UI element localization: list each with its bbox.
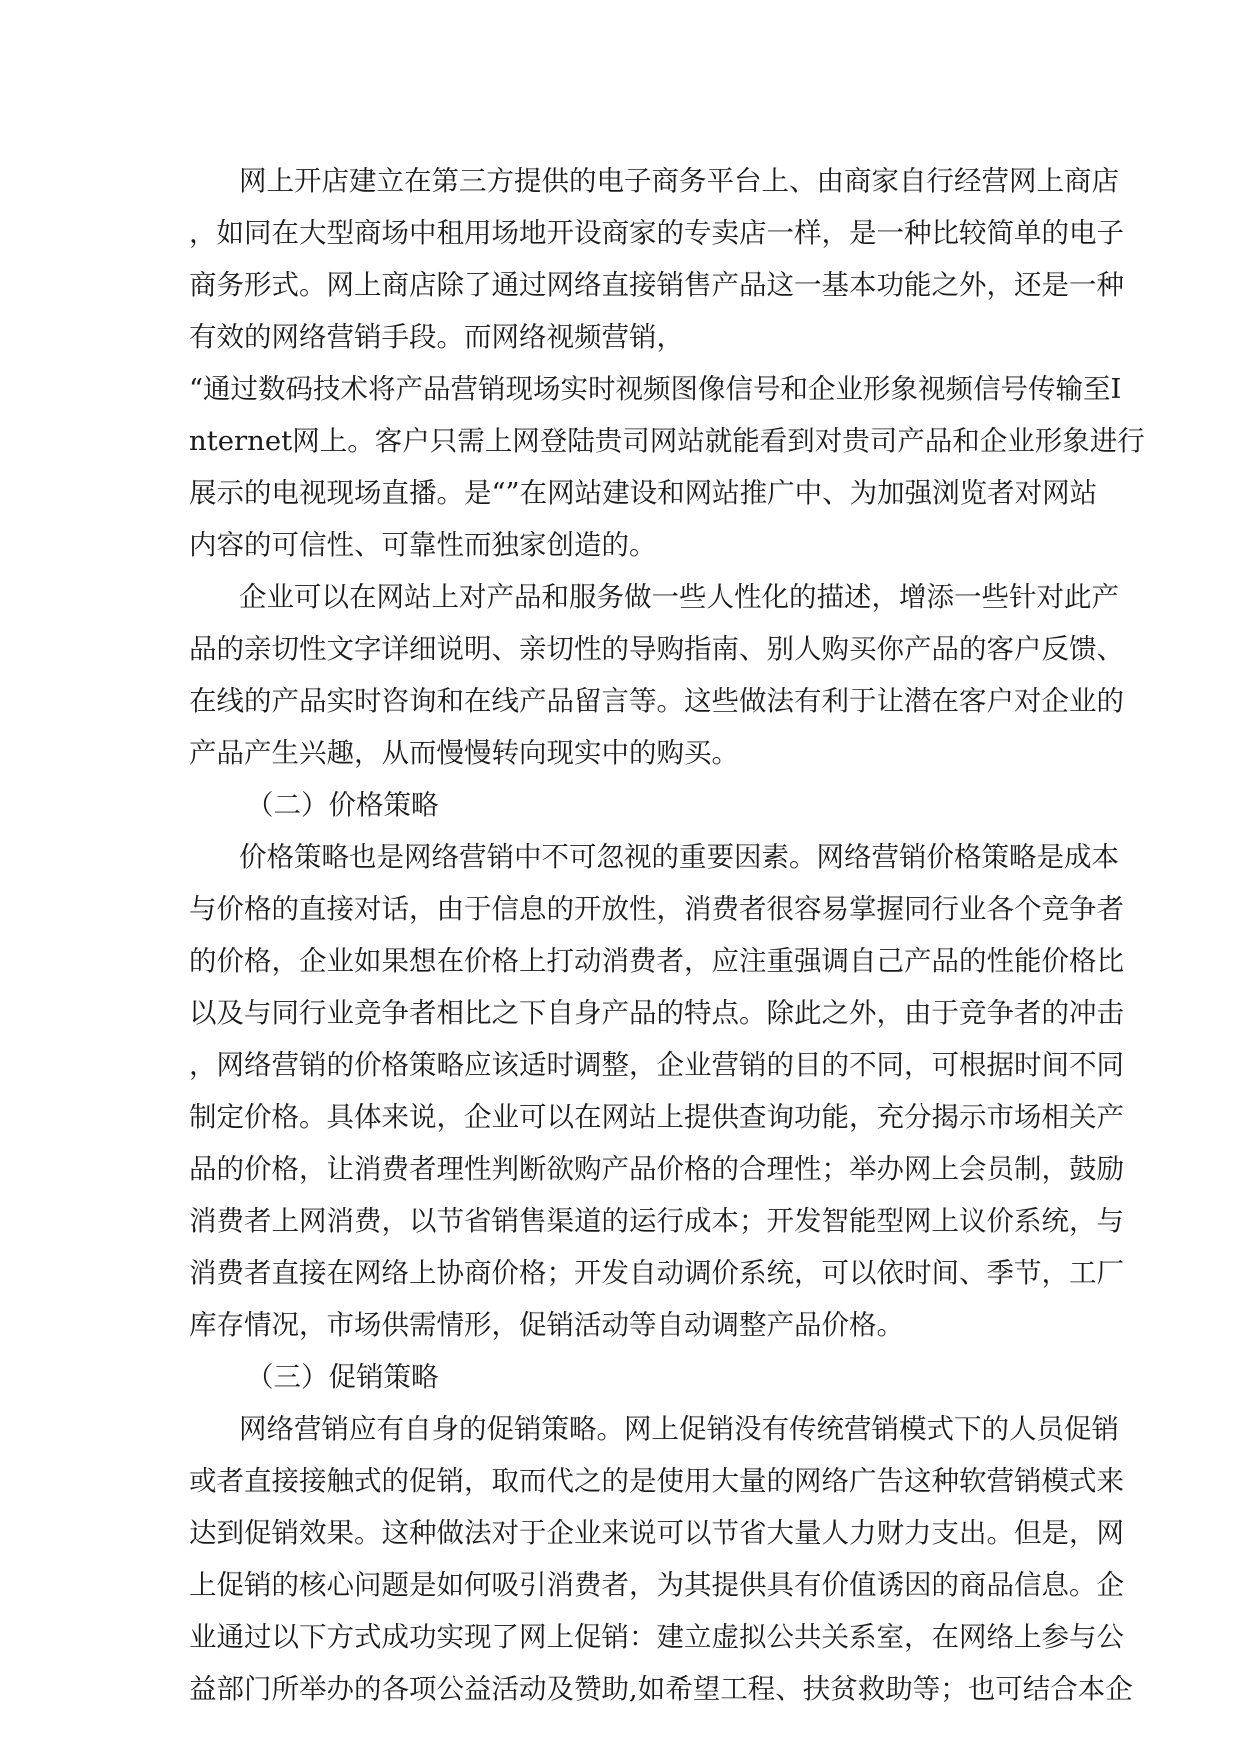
text-line: “通过数码技术将产品营销现场实时视频图像信号和企业形象视频信号传输至I: [189, 373, 1122, 405]
text-line: 消费者直接在网络上协商价格；开发自动调价系统，可以依时间、季节，工厂: [189, 1257, 1124, 1289]
text-line: 内容的可信性、可靠性而独家创造的。: [189, 529, 657, 561]
text-line: nternet网上。客户只需上网登陆贵司网站就能看到对贵司产品和企业形象进行: [189, 425, 1145, 457]
section-heading: （二）价格策略: [246, 789, 439, 821]
text-line: 商务形式。网上商店除了通过网络直接销售产品这一基本功能之外，还是一种: [189, 269, 1124, 301]
text-line: 上促销的核心问题是如何吸引消费者，为其提供具有价值诱因的商品信息。企: [189, 1569, 1124, 1601]
text-line: 消费者上网消费，以节省销售渠道的运行成本；开发智能型网上议价系统，与: [189, 1205, 1124, 1237]
text-line: 在线的产品实时咨询和在线产品留言等。这些做法有利于让潜在客户对企业的: [189, 685, 1124, 717]
text-line: 网络营销应有自身的促销策略。网上促销没有传统营销模式下的人员促销: [239, 1413, 1119, 1445]
text-line: 网上开店建立在第三方提供的电子商务平台上、由商家自行经营网上商店: [239, 165, 1119, 197]
text-line: 库存情况，市场供需情形，促销活动等自动调整产品价格。: [189, 1309, 904, 1341]
text-line: 企业可以在网站上对产品和服务做一些人性化的描述，增添一些针对此产: [239, 581, 1119, 613]
text-line: 达到促销效果。这种做法对于企业来说可以节省大量人力财力支出。但是，网: [189, 1517, 1124, 1549]
text-line: 品的亲切性文字详细说明、亲切性的导购指南、别人购买你产品的客户反馈、: [189, 633, 1124, 665]
text-line: 益部门所举办的各项公益活动及赞助,如希望工程、扶贫救助等；也可结合本企: [189, 1673, 1133, 1705]
text-line: 制定价格。具体来说，企业可以在网站上提供查询功能，充分揭示市场相关产: [189, 1101, 1124, 1133]
text-line: ，如同在大型商场中租用场地开设商家的专卖店一样，是一种比较简单的电子: [189, 217, 1124, 249]
text-line: 的价格，企业如果想在价格上打动消费者，应注重强调自己产品的性能价格比: [189, 945, 1124, 977]
text-line: ，网络营销的价格策略应该适时调整，企业营销的目的不同，可根据时间不同: [189, 1049, 1124, 1081]
text-line: 价格策略也是网络营销中不可忽视的重要因素。网络营销价格策略是成本: [239, 841, 1119, 873]
text-line: 产品产生兴趣，从而慢慢转向现实中的购买。: [189, 737, 739, 769]
text-line: 品的价格，让消费者理性判断欲购产品价格的合理性；举办网上会员制，鼓励: [189, 1153, 1124, 1185]
text-line: 展示的电视现场直播。是“”在网站建设和网站推广中、为加强浏览者对网站: [189, 477, 1098, 509]
text-line: 以及与同行业竞争者相比之下自身产品的特点。除此之外，由于竞争者的冲击: [189, 997, 1124, 1029]
text-line: 业通过以下方式成功实现了网上促销：建立虚拟公共关系室，在网络上参与公: [189, 1621, 1124, 1653]
text-line: 与价格的直接对话，由于信息的开放性，消费者很容易掌握同行业各个竞争者: [189, 893, 1124, 925]
section-heading: （三）促销策略: [246, 1361, 439, 1393]
text-line: 或者直接接触式的促销，取而代之的是使用大量的网络广告这种软营销模式来: [189, 1465, 1124, 1497]
text-line: 有效的网络营销手段。而网络视频营销，: [189, 321, 684, 353]
